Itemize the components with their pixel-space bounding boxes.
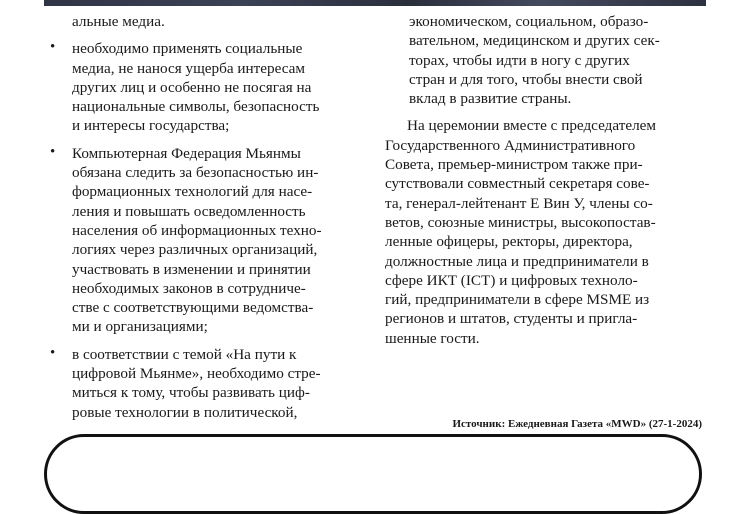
bullet-item: [50, 144, 363, 337]
bullet-text: в соответствии с темой «На пути к цифровой Мьянме», необходимо стре- миться к тому, чтобы развивать циф- ровые технологии в политической,: [72, 345, 321, 421]
bullet-text: необходимо применять социальные медиа, не нанося ущерба интересам других лиц и особенно не посягая на национальные символы, безопасность и интересы государства;: [72, 40, 320, 135]
bullet-item: [50, 39, 363, 135]
bullet-marker: •: [50, 344, 56, 361]
photo-strip: [44, 0, 706, 6]
bullet-item: [50, 345, 363, 422]
bottom-rounded-frame: [44, 434, 702, 514]
bullet-marker: •: [50, 143, 56, 160]
left-column: [50, 12, 363, 430]
right-column: [385, 12, 702, 348]
source-citation: Источник: Ежедневная Газета «MWD» (27-1-2024): [452, 418, 702, 430]
ceremony-paragraph: На церемонии вместе с председателем Государственного Административного Совета, премьер-министром также при- сутствовали совместный секретаря сове- та, генерал-лейтенант Е Вин У, члены со- ветов, союзные министры, высокопостав- ленные офицеры, ректоры, директора, должностные лица и предприниматели в сфере ИКТ (ICT) и цифровых техноло- гий, предприниматели в сфере MSME из регионов и штатов, студенты и пригла- шенные гости.: [385, 117, 657, 347]
bullet-marker: •: [50, 39, 56, 56]
left-continuation-text: альные медиа.: [72, 13, 165, 30]
bullet-text: Компьютерная Федерация Мьянмы обязана следить за безопасностью ин- формационных технологий для насе- ления и повышать осведомленность населения об информационных техно- логиях через различных организаций, участвовать в изменении и принятии необходимых законов в сотрудниче- стве с соответствующими ведомства- ми и организациями;: [72, 144, 322, 336]
right-continuation-text: экономическом, социальном, образо- вательном, медицинском и других сек- торах, чтобы идти в ногу с других стран и для того, чтобы внести свой вклад в развитие страны.: [409, 13, 660, 108]
